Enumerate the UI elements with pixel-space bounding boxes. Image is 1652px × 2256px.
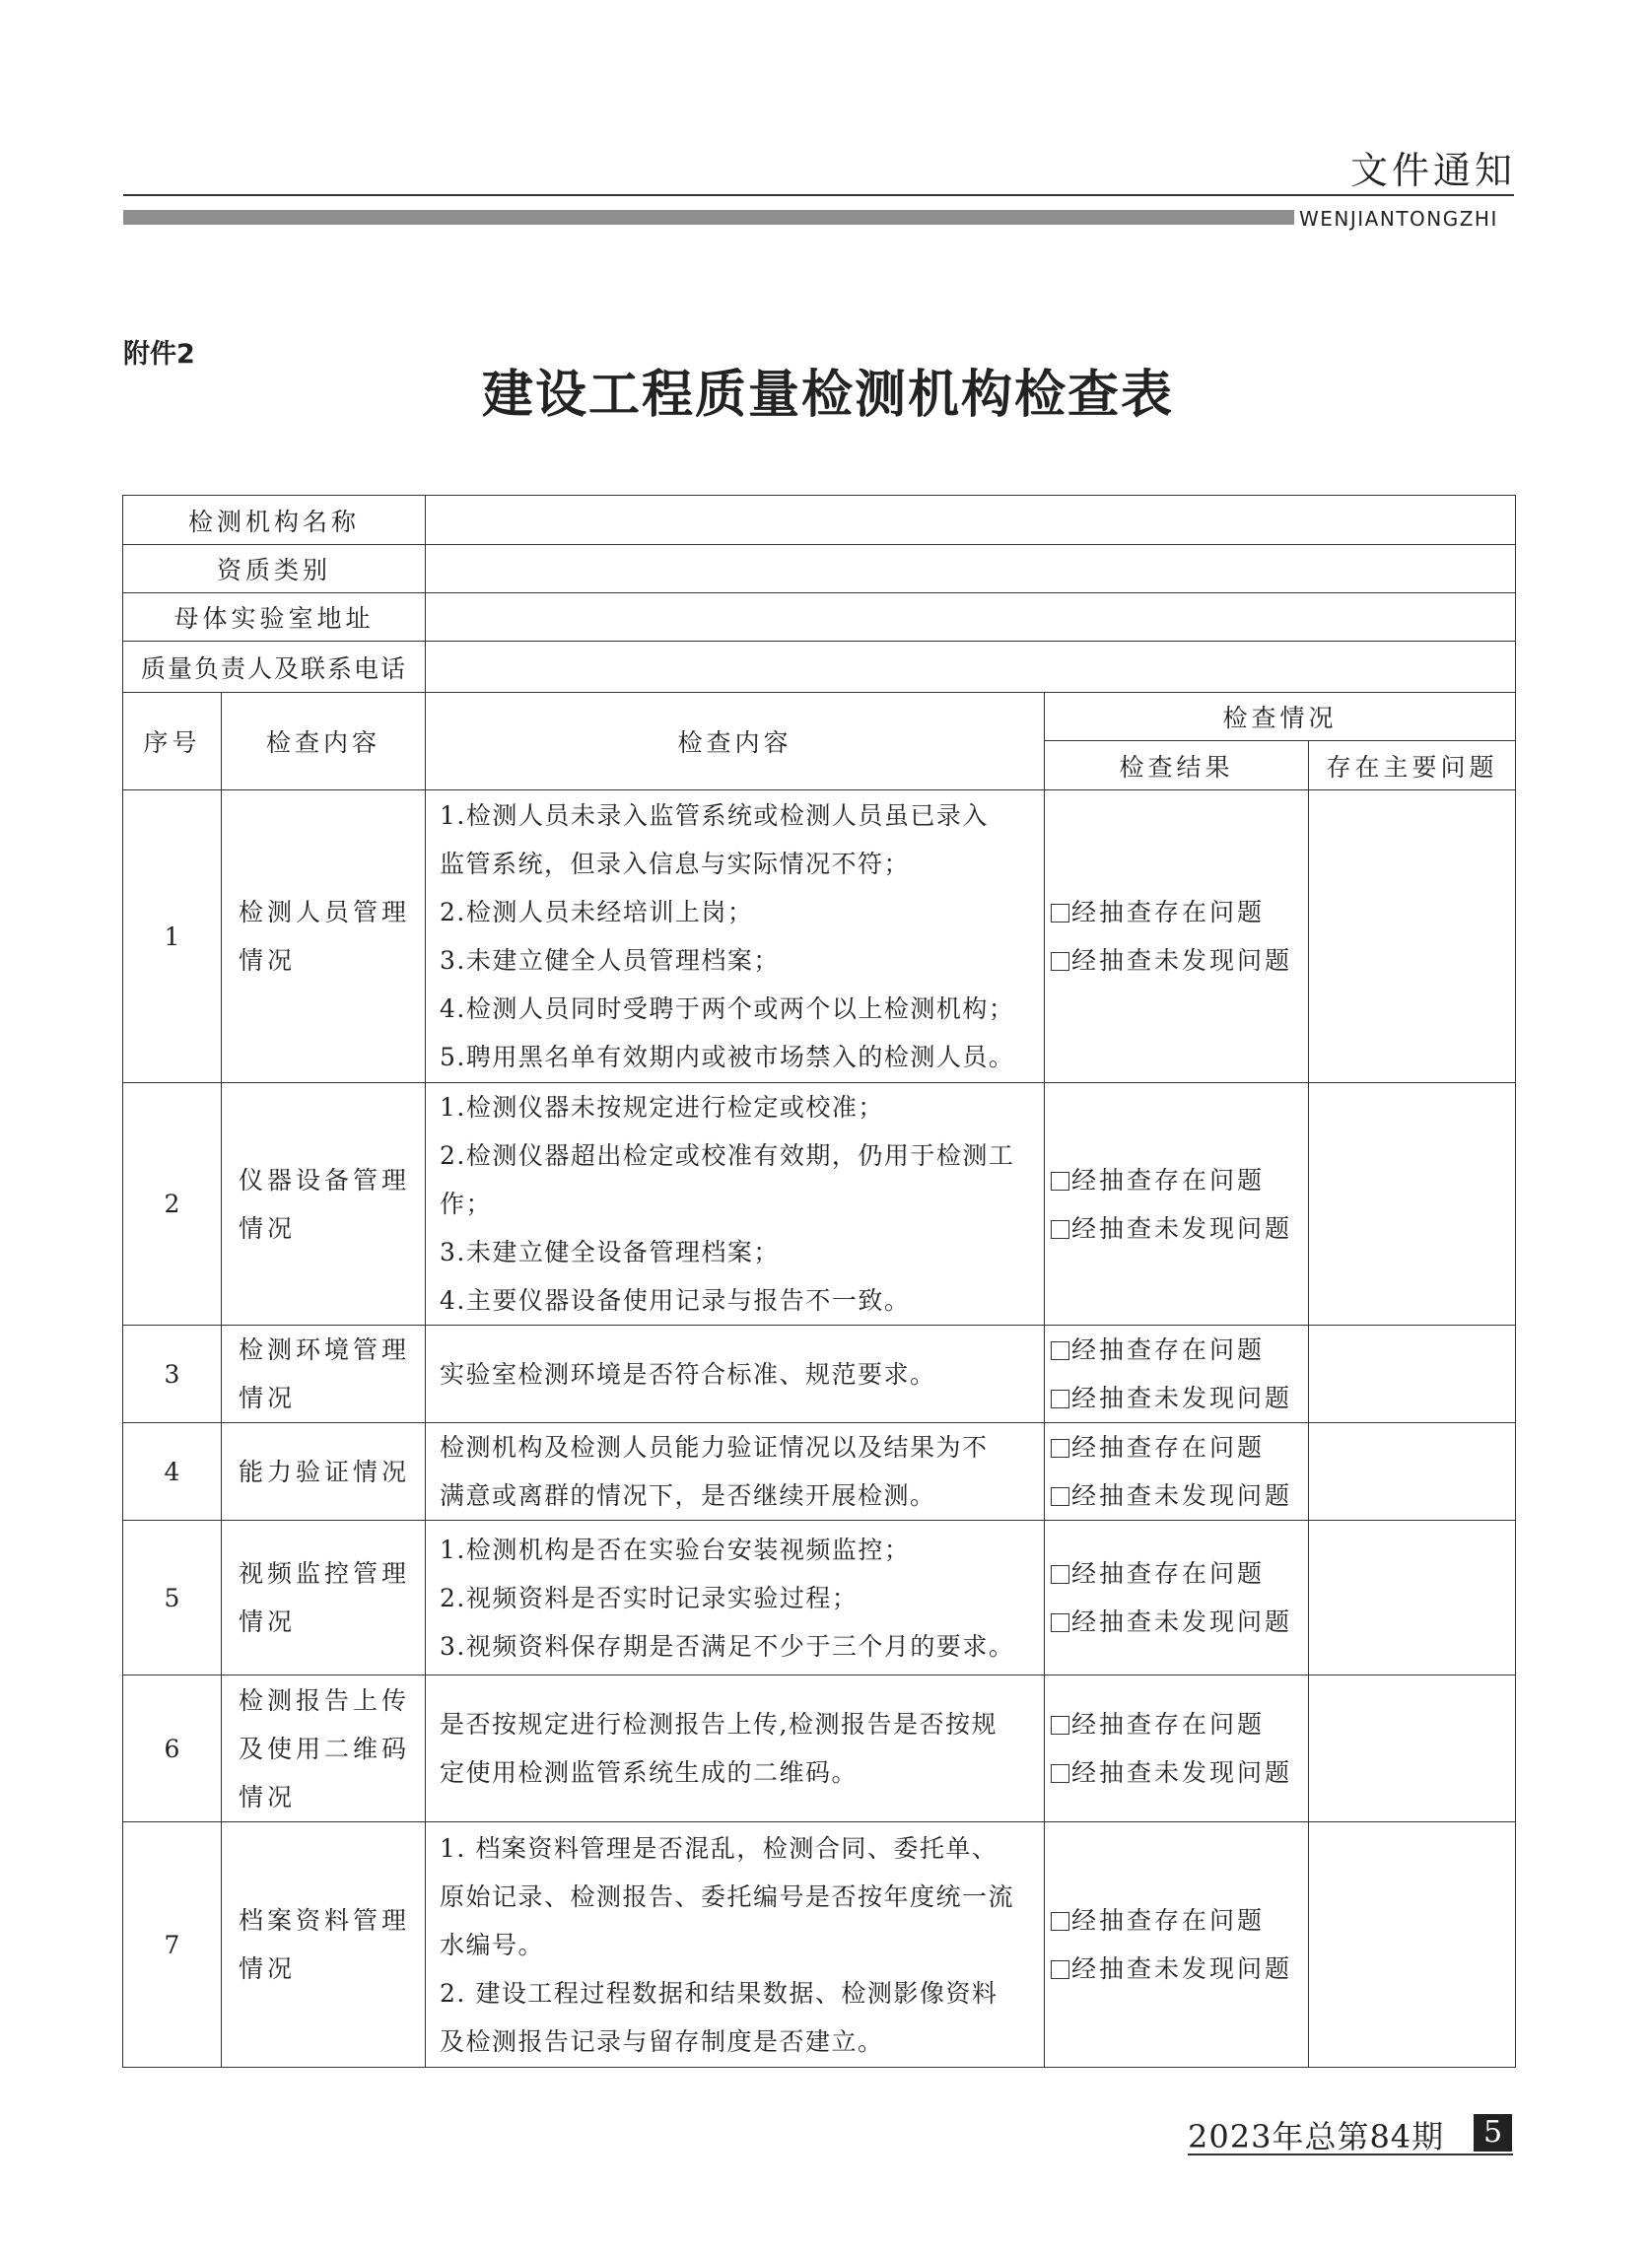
footer-rule [1188, 2153, 1513, 2155]
item-result [1045, 1083, 1309, 1326]
option-label: 经抽查未发现问题 [1071, 946, 1293, 975]
item-content-line: 原始记录、检测报告、委托编号是否按年度统一流 [440, 1881, 1015, 1911]
item-number: 3 [123, 1326, 222, 1423]
table-row [123, 790, 1516, 1083]
option-label: 经抽查存在问题 [1071, 1165, 1266, 1195]
document-title: 建设工程质量检测机构检查表 [481, 365, 1174, 425]
option-not-found[interactable] [1051, 936, 1308, 985]
header-bar [123, 210, 1294, 225]
checkbox-icon[interactable] [1051, 1341, 1069, 1360]
option-not-found[interactable] [1051, 1945, 1308, 1993]
item-number: 4 [123, 1423, 222, 1521]
item-number: 1 [123, 790, 222, 1083]
checkbox-icon[interactable] [1051, 904, 1069, 923]
item-category-line: 及使用二维码 [239, 1734, 411, 1763]
item-content [426, 790, 1045, 1083]
item-category-line: 检测环境管理 [239, 1335, 411, 1364]
item-result [1045, 1521, 1309, 1675]
item-result [1045, 790, 1309, 1083]
header-rule [123, 194, 1514, 196]
inspection-table [122, 495, 1516, 2068]
item-content [426, 1083, 1045, 1326]
item-category-line: 检测报告上传 [239, 1685, 411, 1715]
item-category-line: 仪器设备管理 [239, 1165, 411, 1195]
item-content-line: 实验室检测环境是否符合标准、规范要求。 [440, 1359, 936, 1389]
checkbox-icon[interactable] [1051, 1764, 1069, 1783]
info-value-field[interactable] [426, 642, 1516, 693]
option-label: 经抽查未发现问题 [1071, 1954, 1293, 1983]
option-label: 经抽查存在问题 [1071, 898, 1266, 926]
item-issues-field[interactable] [1309, 1326, 1516, 1423]
item-content-line: 2. 建设工程过程数据和结果数据、检测影像资料 [440, 1978, 998, 2008]
section-title: 文件通知 [1349, 149, 1516, 192]
option-label: 经抽查存在问题 [1071, 1433, 1266, 1462]
header-result: 检查结果 [1045, 741, 1309, 790]
item-content-line: 1.检测人员未录入监管系统或检测人员虽已录入 [440, 801, 989, 830]
info-label: 资质类别 [123, 545, 426, 593]
item-content-line: 5.聘用黑名单有效期内或被市场禁入的检测人员。 [440, 1043, 1015, 1071]
item-content-line: 1.检测仪器未按规定进行检定或校准； [440, 1093, 884, 1122]
checkbox-icon[interactable] [1051, 1172, 1069, 1191]
option-label: 经抽查未发现问题 [1071, 1481, 1293, 1510]
checkbox-icon[interactable] [1051, 1487, 1069, 1506]
option-not-found[interactable] [1051, 1748, 1308, 1797]
info-row [123, 642, 1516, 693]
item-category-line: 情况 [239, 1384, 297, 1412]
option-not-found[interactable] [1051, 1471, 1308, 1520]
item-content-line: 水编号。 [440, 1930, 545, 1959]
table-row [123, 1326, 1516, 1423]
info-value-field[interactable] [426, 593, 1516, 642]
item-content-line: 3.视频资料保存期是否满足不少于三个月的要求。 [440, 1631, 1015, 1661]
info-row [123, 593, 1516, 642]
item-content-line: 作； [440, 1190, 493, 1218]
item-content-line: 2.检测人员未经培训上岗； [440, 898, 754, 926]
item-category-line: 档案资料管理 [239, 1906, 411, 1935]
info-row [123, 496, 1516, 545]
option-found[interactable] [1051, 1156, 1308, 1204]
checkbox-icon[interactable] [1051, 1716, 1069, 1735]
option-not-found[interactable] [1051, 1598, 1308, 1646]
item-number: 2 [123, 1083, 222, 1326]
page-number: 5 [1474, 2114, 1512, 2152]
header-no: 序号 [123, 693, 222, 790]
table-row [123, 1521, 1516, 1675]
checkbox-icon[interactable] [1051, 1220, 1069, 1239]
item-result [1045, 1822, 1309, 2068]
item-category [222, 1326, 426, 1423]
attachment-label: 附件2 [123, 339, 195, 370]
checkbox-icon[interactable] [1051, 1613, 1069, 1632]
item-result [1045, 1675, 1309, 1822]
item-issues-field[interactable] [1309, 1822, 1516, 2068]
section-subtitle: WENJIANTONGZHI [1299, 207, 1498, 231]
item-result [1045, 1326, 1309, 1423]
option-not-found[interactable] [1051, 1204, 1308, 1253]
option-found[interactable] [1051, 1549, 1308, 1598]
item-content-line: 1. 档案资料管理是否混乱，检测合同、委托单、 [440, 1833, 998, 1863]
item-category [222, 790, 426, 1083]
option-label: 经抽查存在问题 [1071, 1559, 1266, 1588]
option-label: 经抽查存在问题 [1071, 1906, 1266, 1935]
item-category-line: 情况 [239, 1607, 297, 1636]
table-row [123, 1822, 1516, 2068]
checkbox-icon[interactable] [1051, 952, 1069, 971]
item-content-line: 监管系统，但录入信息与实际情况不符； [440, 850, 911, 878]
option-found[interactable] [1051, 1896, 1308, 1945]
header-content: 检查内容 [426, 693, 1045, 790]
item-issues-field[interactable] [1309, 1083, 1516, 1326]
header-row [123, 693, 1516, 741]
item-issues-field[interactable] [1309, 1521, 1516, 1675]
info-value-field[interactable] [426, 496, 1516, 545]
option-label: 经抽查未发现问题 [1071, 1384, 1293, 1412]
table-row [123, 1675, 1516, 1822]
item-content-line: 2.视频资料是否实时记录实验过程； [440, 1583, 859, 1612]
issue-label: 2023年总第84期 [1188, 2118, 1445, 2155]
option-label: 经抽查存在问题 [1071, 1335, 1266, 1364]
table-row [123, 1423, 1516, 1521]
checkbox-icon[interactable] [1051, 1912, 1069, 1931]
item-content-line: 4.检测人员同时受聘于两个或两个以上检测机构； [440, 994, 1015, 1023]
item-category-line: 视频监控管理 [239, 1559, 411, 1588]
item-issues-field[interactable] [1309, 790, 1516, 1083]
item-category [222, 1822, 426, 2068]
item-category-line: 能力验证情况 [239, 1457, 411, 1486]
item-content-line: 满意或离群的情况下，是否继续开展检测。 [440, 1481, 936, 1510]
item-category-line: 检测人员管理 [239, 898, 411, 926]
checkbox-icon[interactable] [1051, 1565, 1069, 1584]
item-category [222, 1675, 426, 1822]
item-category-line: 情况 [239, 1954, 297, 1983]
info-label: 检测机构名称 [123, 496, 426, 545]
info-value-field[interactable] [426, 545, 1516, 593]
item-category-line: 情况 [239, 946, 297, 975]
item-category [222, 1521, 426, 1675]
item-issues-field[interactable] [1309, 1675, 1516, 1822]
item-content-line: 及检测报告记录与留存制度是否建立。 [440, 2026, 884, 2056]
option-found[interactable] [1051, 1700, 1308, 1748]
option-found[interactable] [1051, 1423, 1308, 1471]
item-content-line: 定使用检测监管系统生成的二维码。 [440, 1758, 859, 1787]
item-number: 6 [123, 1675, 222, 1822]
item-number: 7 [123, 1822, 222, 2068]
item-result [1045, 1423, 1309, 1521]
item-content [426, 1822, 1045, 2068]
option-not-found[interactable] [1051, 1374, 1308, 1422]
item-content-line: 4.主要仪器设备使用记录与报告不一致。 [440, 1286, 911, 1315]
option-found[interactable] [1051, 1326, 1308, 1374]
item-category-line: 情况 [239, 1782, 297, 1812]
info-label: 母体实验室地址 [123, 593, 426, 642]
item-content [426, 1423, 1045, 1521]
item-content [426, 1675, 1045, 1822]
item-content [426, 1521, 1045, 1675]
item-content [426, 1326, 1045, 1423]
item-number: 5 [123, 1521, 222, 1675]
checkbox-icon[interactable] [1051, 1439, 1069, 1458]
info-row [123, 545, 1516, 593]
item-content-line: 3.未建立健全设备管理档案； [440, 1238, 780, 1266]
item-content-line: 1.检测机构是否在实验台安装视频监控； [440, 1535, 911, 1564]
item-issues-field[interactable] [1309, 1423, 1516, 1521]
option-label: 经抽查未发现问题 [1071, 1607, 1293, 1636]
option-found[interactable] [1051, 888, 1308, 936]
option-label: 经抽查未发现问题 [1071, 1758, 1293, 1787]
item-content-line: 2.检测仪器超出检定或校准有效期，仍用于检测工 [440, 1141, 1015, 1170]
header-status: 检查情况 [1045, 693, 1516, 741]
option-label: 经抽查未发现问题 [1071, 1213, 1293, 1243]
option-label: 经抽查存在问题 [1071, 1710, 1266, 1739]
checkbox-icon[interactable] [1051, 1960, 1069, 1979]
item-content-line: 是否按规定进行检测报告上传,检测报告是否按规 [440, 1710, 998, 1739]
item-content-line: 检测机构及检测人员能力验证情况以及结果为不 [440, 1433, 989, 1462]
header-category: 检查内容 [222, 693, 426, 790]
table-row [123, 1083, 1516, 1326]
info-label: 质量负责人及联系电话 [123, 642, 426, 693]
item-category-line: 情况 [239, 1213, 297, 1243]
item-category [222, 1083, 426, 1326]
checkbox-icon[interactable] [1051, 1390, 1069, 1408]
header-issues: 存在主要问题 [1309, 741, 1516, 790]
item-category [222, 1423, 426, 1521]
item-content-line: 3.未建立健全人员管理档案； [440, 946, 780, 975]
